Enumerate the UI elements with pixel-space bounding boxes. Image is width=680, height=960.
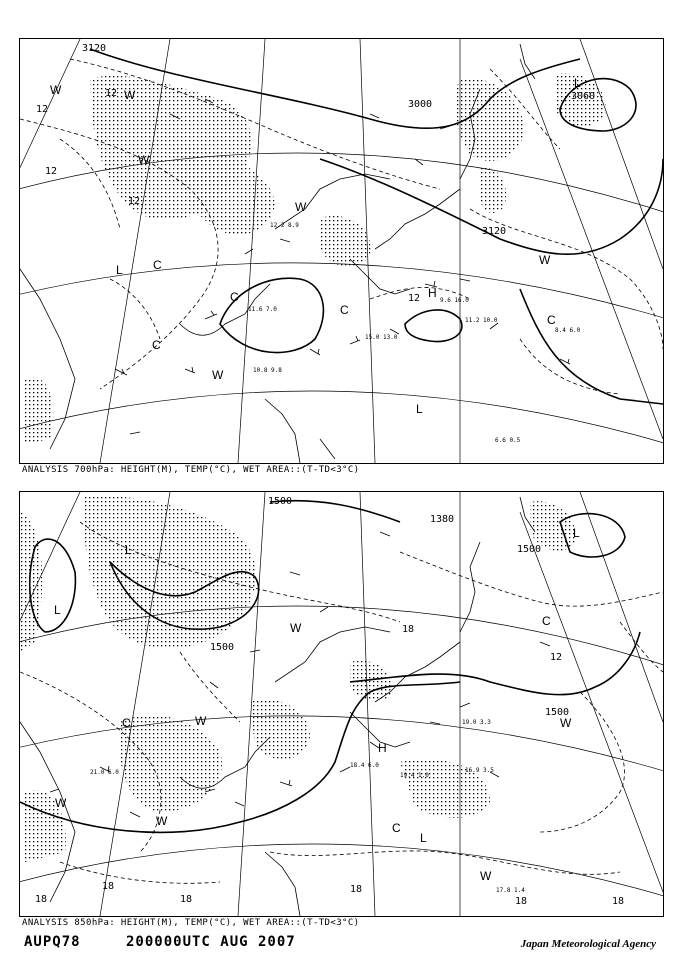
high-symbol-850-1: H	[378, 741, 387, 755]
warm-symbol-5: W	[539, 253, 551, 267]
low-symbol-850-4: L	[573, 526, 580, 540]
valid-time: 200000UTC AUG 2007	[126, 934, 296, 950]
cold-symbol-3: C	[152, 338, 161, 352]
warm-symbol-4: W	[295, 200, 307, 214]
warm-symbol-850-3: W	[560, 716, 572, 730]
warm-symbol-850-1: W	[195, 714, 207, 728]
obs-700-3: 12.2 8.9	[270, 222, 299, 229]
map-canvas-700hpa	[20, 39, 663, 463]
obs-850-5: 18.4 6.0	[350, 762, 379, 769]
temp-label-850-8: 18	[402, 624, 415, 635]
high-symbol-1: H	[428, 286, 437, 300]
temp-label-850-7: 12	[550, 652, 563, 663]
height-label-3060: 3060	[571, 91, 596, 102]
cold-symbol-850-3: C	[392, 821, 401, 835]
temp-label-2: 12	[105, 88, 118, 99]
warm-symbol-3: W	[138, 153, 150, 167]
map-panel-700hpa	[19, 38, 664, 464]
obs-700-6: 11.2 10.0	[465, 317, 498, 324]
cold-symbol-5: C	[547, 313, 556, 327]
temp-label-1: 12	[36, 104, 49, 115]
cold-symbol-1: C	[153, 258, 162, 272]
low-symbol-3: L	[574, 76, 581, 90]
height-label-1380: 1380	[430, 514, 455, 525]
obs-850-1: 19.0 3.3	[462, 719, 491, 726]
warm-symbol-6: W	[212, 368, 224, 382]
warm-symbol-850-5: W	[290, 621, 302, 635]
chart-id: AUPQ78	[24, 934, 81, 950]
caption-700hpa: ANALYSIS 700hPa: HEIGHT(M), TEMP(°C), WET AREA::(T-TD<3°C)	[22, 465, 360, 475]
warm-symbol-850-4: W	[480, 869, 492, 883]
wet-area-850	[20, 496, 576, 862]
temp-label-850-6: 18	[612, 896, 625, 907]
cold-symbol-2: C	[230, 290, 239, 304]
temp-label-4: 12	[128, 196, 141, 207]
map-canvas-850hpa	[20, 492, 663, 916]
obs-700-8: 8.4 6.0	[555, 327, 581, 334]
obs-850-3: 17.8 1.4	[496, 887, 525, 894]
obs-700-5: 15.0 13.0	[365, 334, 398, 341]
height-label-1500-e: 1500	[545, 707, 570, 718]
temp-label-850-3: 18	[180, 894, 193, 905]
height-label-3120-nw: 3120	[82, 43, 107, 54]
height-label-1500-ne: 1500	[517, 544, 542, 555]
height-label-3120-e: 3120	[482, 226, 507, 237]
map-panel-850hpa	[19, 491, 664, 917]
warm-symbol-850-6: W	[55, 796, 67, 810]
low-symbol-850-3: L	[420, 831, 427, 845]
obs-700-7: 6.6 0.5	[495, 437, 521, 444]
cold-symbol-850-2: C	[542, 614, 551, 628]
temp-label-3: 12	[45, 166, 58, 177]
low-symbol-2: L	[416, 402, 423, 416]
obs-700-4: 9.6 16.0	[440, 297, 469, 304]
warm-symbol-850-2: W	[156, 814, 168, 828]
agency-name: Japan Meteorological Agency	[520, 938, 656, 950]
low-symbol-850-1: L	[54, 603, 61, 617]
height-label-1500-n: 1500	[268, 496, 293, 507]
station-obs-700	[248, 222, 581, 444]
obs-850-6: 19.4 1.0	[400, 772, 429, 779]
cold-symbol-4: C	[340, 303, 349, 317]
cold-symbol-850-1: C	[122, 716, 131, 730]
warm-symbol-1: W	[50, 83, 62, 97]
height-label-3000: 3000	[408, 99, 433, 110]
caption-850hpa: ANALYSIS 850hPa: HEIGHT(M), TEMP(°C), WET AREA::(T-TD<3°C)	[22, 918, 360, 928]
low-symbol-850-2: L	[125, 543, 132, 557]
obs-700-2: 11.6 7.0	[248, 306, 277, 313]
obs-850-4: 21.0 6.0	[90, 769, 119, 776]
obs-700-1: 10.8 9.8	[253, 367, 282, 374]
low-symbol-1: L	[116, 263, 123, 277]
height-label-1500-w: 1500	[210, 642, 235, 653]
temp-label-5: 12	[408, 293, 421, 304]
warm-symbol-2: W	[124, 88, 136, 102]
temp-label-850-4: 18	[350, 884, 363, 895]
temp-label-850-2: 18	[102, 881, 115, 892]
temp-label-850-1: 18	[35, 894, 48, 905]
obs-850-2: 16.9 3.5	[465, 767, 494, 774]
temp-label-850-5: 18	[515, 896, 528, 907]
